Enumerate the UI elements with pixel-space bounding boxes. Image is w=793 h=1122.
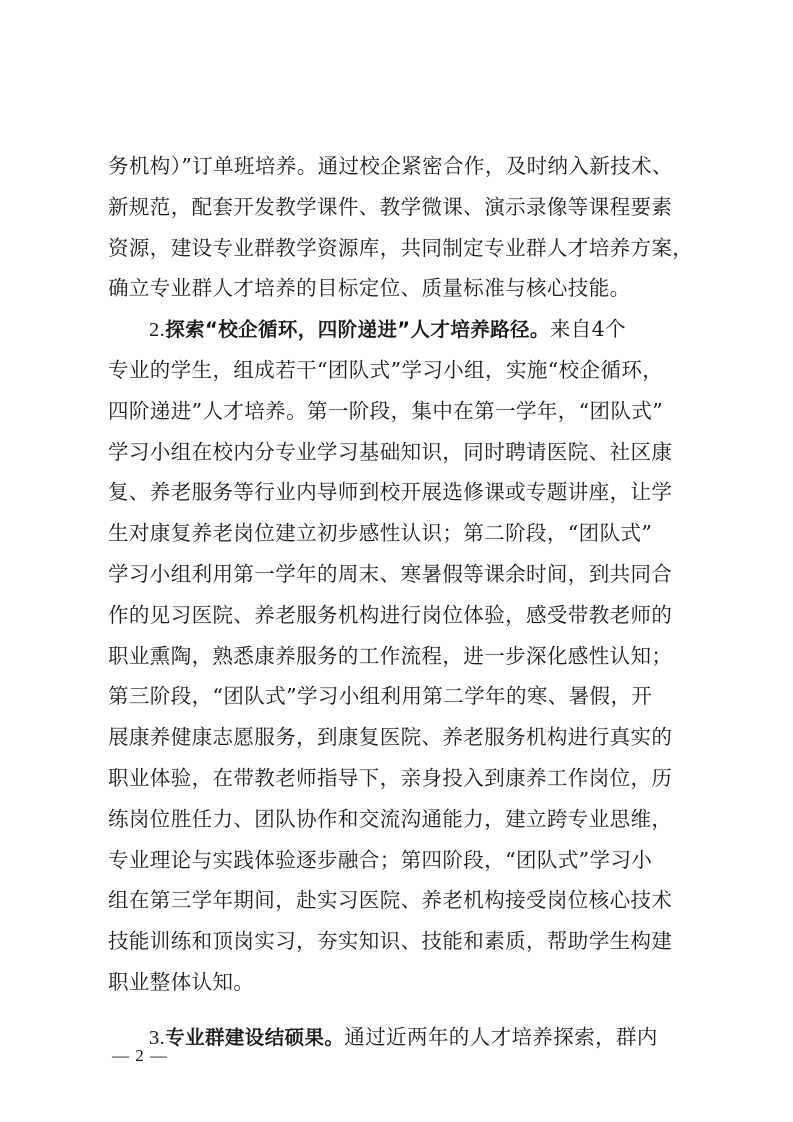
section-2 xyxy=(108,309,686,1003)
text-line: 学习小组利用第一学年的周末、寒暑假等课余时间，到共同合 xyxy=(108,561,673,586)
text-line: 专业的学生，组成若干“团队式”学习小组，实施“校企循环， xyxy=(108,357,664,382)
section-3 xyxy=(108,1017,686,1058)
paragraph-1 xyxy=(108,146,694,309)
text-line: 复、养老服务等行业内导师到校开展选修课或专题讲座，让学 xyxy=(108,480,673,505)
section-3-heading: 专业群建设结硕果。 xyxy=(165,1025,345,1049)
section-3-number: 3. xyxy=(149,1026,166,1049)
text-line: 职业熏陶，熟悉康养服务的工作流程，进一步深化感性认知； xyxy=(108,643,673,668)
text-line: 组在第三学年期间，赴实习医院、养老机构接受岗位核心技术 xyxy=(108,888,673,913)
section-2-heading: 探索“校企循环，四阶递进”人才培养路径。 xyxy=(165,318,550,342)
text-line: 展康养健康志愿服务，到康复医院、养老服务机构进行真实的 xyxy=(108,725,673,750)
paragraph-gap xyxy=(108,1003,686,1017)
text-line: 专业理论与实践体验逐步融合；第四阶段，“团队式”学习小 xyxy=(108,847,653,872)
body-text xyxy=(108,146,694,1058)
text-line: 练岗位胜任力、团队协作和交流沟通能力，建立跨专业思维， xyxy=(108,806,673,831)
text-line: 资源，建设专业群教学资源库，共同制定专业群人才培养方案， xyxy=(108,235,694,260)
section-3-first-line-text: 通过近两年的人才培养探索，群内 xyxy=(344,1024,658,1049)
text-line: 作的见习医院、养老服务机构进行岗位体验，感受带教老师的 xyxy=(108,602,673,627)
section-2-number: 2. xyxy=(149,319,166,342)
text-line: 确立专业群人才培养的目标定位、质量标准与核心技能。 xyxy=(108,276,631,301)
text-line: 新规范，配套开发教学课件、教学微课、演示录像等课程要素 xyxy=(108,194,673,219)
text-line: 职业整体认知。 xyxy=(108,969,255,994)
section-2-first-line-text: 来自4个 xyxy=(549,317,626,342)
text-line: 务机构）”订单班培养。通过校企紧密合作，及时纳入新技术、 xyxy=(108,154,673,178)
section-2-first-line xyxy=(108,309,686,350)
section-3-first-line xyxy=(108,1017,686,1058)
page-number: — 2 — xyxy=(112,1046,168,1065)
text-line: 生对康复养老岗位建立初步感性认识；第二阶段，“团队式” xyxy=(108,521,653,546)
text-line: 职业体验，在带教老师指导下，亲身投入到康养工作岗位，历 xyxy=(108,765,673,790)
text-line: 四阶递进”人才培养。第一阶段，集中在第一学年，“团队式” xyxy=(108,398,664,423)
text-line: 第三阶段，“团队式”学习小组利用第二学年的寒、暑假，开 xyxy=(108,684,653,709)
text-line: 学习小组在校内分专业学习基础知识，同时聘请医院、社区康 xyxy=(108,439,673,464)
text-line: 技能训练和顶岗实习，夯实知识、技能和素质，帮助学生构建 xyxy=(108,929,673,954)
